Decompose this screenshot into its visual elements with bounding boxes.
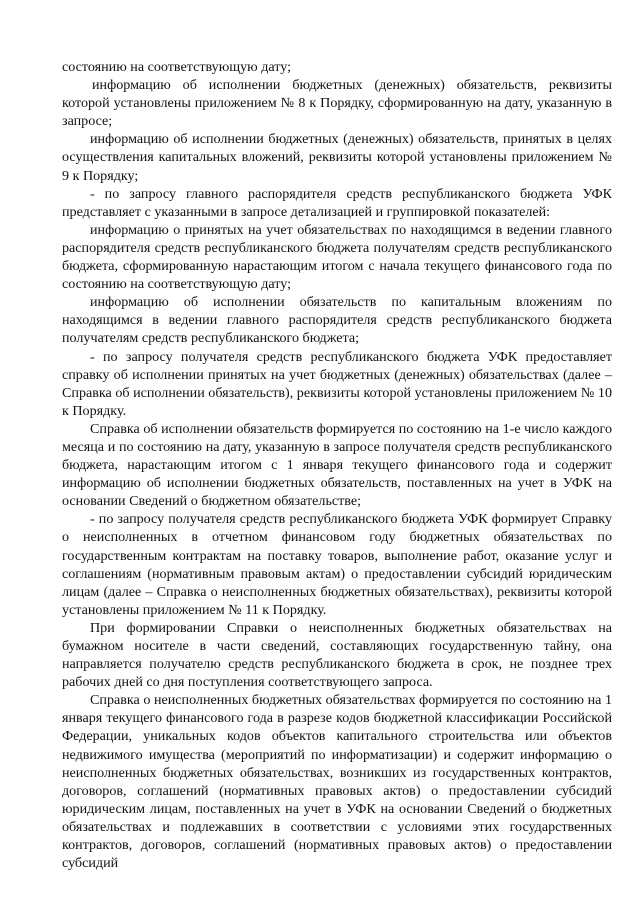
document-page [62,58,612,872]
paragraph-1: состоянию на соответствующую дату; [62,59,292,75]
paragraph-11: Справка о неисполненных бюджетных обязательствах формируется по состоянию на 1 января текущего финансового года в разрезе кодов бюджетной классификации Российской Федерации, уникальных кодов объектов капитального строительства или объектов недвижимого имущества (мероприятий по информатизации) и содержит информацию о неисполненных бюджетных обязательствах, возникших из государственных контрактов, договоров, соглашений (нормативных правовых актов) о предоставлении субсидий юридическим лицам, поставленных на учет в УФК на основании Сведений о бюджетных обязательствах и подлежавших в соответствии с условиями этих государственных контрактов, договоров, соглашений (нормативных правовых актов) о предоставлении субсидий [62,692,612,872]
paragraph-2: информацию об исполнении бюджетных (денежных) обязательств, реквизиты которой установлены приложением № 8 к Порядку, сформированную на дату, указанную в запросе; [62,77,612,130]
paragraph-6: информацию об исполнении обязательств по капитальным вложениям по находящимся в ведении главного распорядителя средств республиканского бюджета получателям средств республиканского бюджета; [62,294,612,347]
paragraph-7: - по запросу получателя средств республиканского бюджета УФК предоставляет справку об исполнении принятых на учет бюджетных (денежных) обязательствах (далее – Справка об исполнении обязательств), реквизиты которой установлены приложением № 10 к Порядку. [62,348,612,419]
paragraph-9: - по запросу получателя средств республиканского бюджета УФК формирует Справку о неисполненных в отчетном финансовом году бюджетных обязательствах по государственным контрактам на поставку товаров, выполнение работ, оказание услуг и соглашениям (нормативным правовым актам) о предоставлении субсидий юридическим лицам (далее – Справка о неисполненных бюджетных обязательствах), реквизиты которой установлены приложением № 11 к Порядку. [62,511,612,618]
paragraph-5: информацию о принятых на учет обязательствах по находящимся в ведении главного распорядителя средств республиканского бюджета получателям средств республиканского бюджета, сформированную нарастающим итогом с начала текущего финансового года по состоянию на соответствующую дату; [62,221,612,293]
paragraph-4: - по запросу главного распорядителя средств республиканского бюджета УФК представляет с указанными в запросе детализацией и группировкой показателей: [62,185,612,220]
paragraph-8: Справка об исполнении обязательств формируется по состоянию на 1-е число каждого месяца и по состоянию на дату, указанную в запросе получателя средств республиканского бюджета, нарастающим итогом с 1 января текущего финансового года и содержит информацию об исполнении бюджетных обязательств, поставленных на учет в УФК на основании Сведений о бюджетном обязательстве; [62,420,612,510]
paragraph-3: информацию об исполнении бюджетных (денежных) обязательств, принятых в целях осуществления капитальных вложений, реквизиты которой установлены приложением № 9 к Порядку; [62,131,612,184]
paragraph-10: При формировании Справки о неисполненных бюджетных обязательствах на бумажном носителе в части сведений, составляющих государственную тайну, она направляется получателю средств республиканского бюджета в срок, не позднее трех рабочих дней со дня поступления соответствующего запроса. [62,619,612,691]
